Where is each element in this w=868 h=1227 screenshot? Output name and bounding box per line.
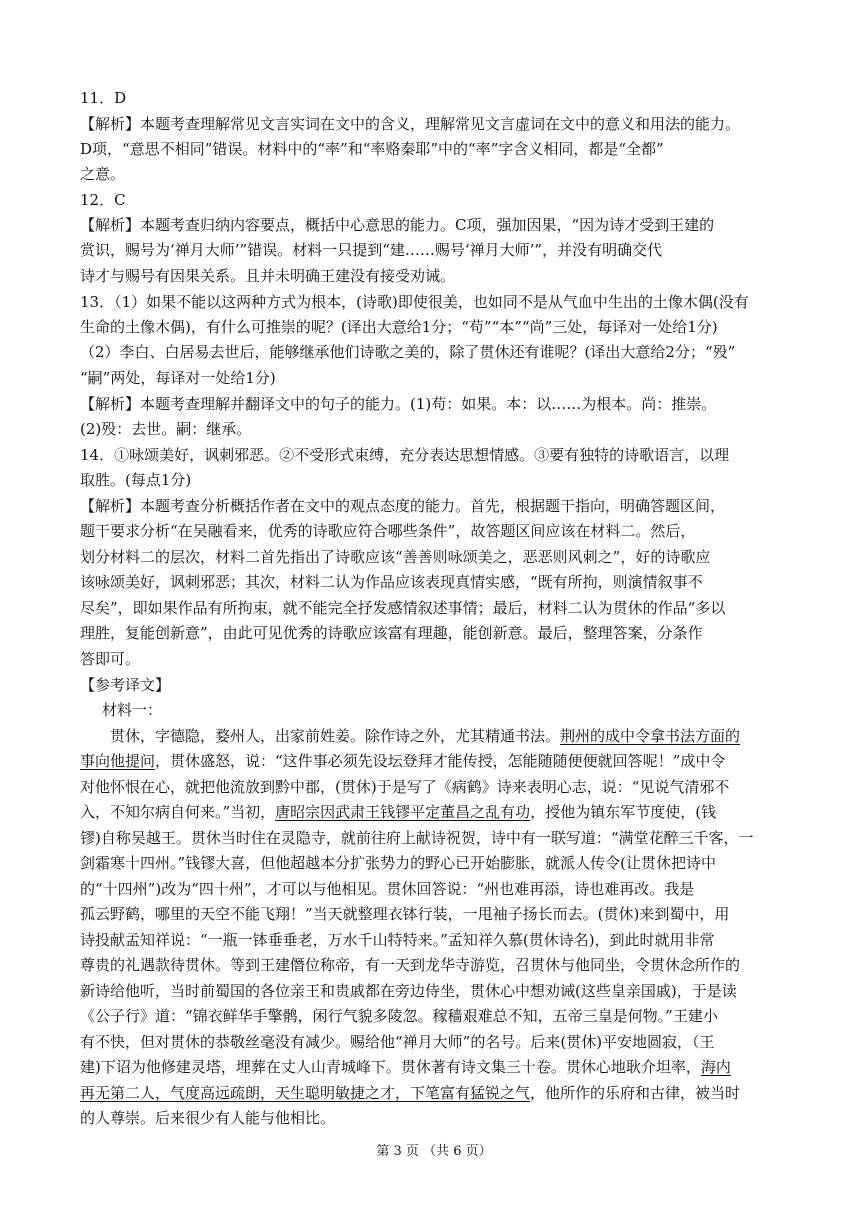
- translation-text: ，贯休盛怒，说：“这件事必须先设坛登拜才能传授，怎能随随便便就回答呢！”成中令: [155, 752, 726, 770]
- translation-line: 诗投献孟知祥说：“一瓶一钵垂垂老，万水千山特特来。”孟知祥久慕(贯休诗名)，到此时就用非常: [80, 931, 715, 949]
- q11-explain-line: D项，“意思不相同”错误。材料中的“率”和“率赂秦耶”中的“率”字含义相同，都是“全都”: [80, 140, 664, 158]
- q13-answer-line: 13．（1）如果不能以这两种方式为根本，(诗歌)即使很美，也如同不是从气血中生出的土像木偶(没有: [80, 293, 749, 311]
- translation-line: 对他怀恨在心，就把他流放到黔中郡，(贯休)于是写了《病鹤》诗来表明心志，说：“见说气清邪不: [80, 778, 730, 796]
- translation-line: 尊贵的礼遇款待贯休。等到王建僭位称帝，有一天到龙华寺游览，召贯休与他同坐，令贯休念所作的: [80, 956, 741, 974]
- translation-line: 剑霜寒十四州。”钱镠大喜，但他超越本分扩张势力的野心已开始膨胀，就派人传令(让贯休把诗中: [80, 854, 717, 872]
- q11-explain-line: 之意。: [80, 165, 126, 183]
- q13-answer-line: 生命的土像木偶)，有什么可推崇的呢？(译出大意给1分；“苟”“本”“尚”三处，每译对一处给1分): [80, 318, 718, 336]
- q14-explain-line: 【解析】本题考查分析概括作者在文中的观点态度的能力。首先，根据题干指向，明确答题区间，: [80, 497, 726, 515]
- translation-line: [80, 1057, 731, 1077]
- translation-text: ，授他为镇东军节度使，(钱: [530, 803, 717, 821]
- q12-explain-line: 赏识，赐号为‘禅月大师’”错误。材料一只提到“建……赐号‘禅月大师’”，并没有明确交代: [80, 241, 663, 259]
- translation-text: 入，不知尔病自何来。”当初，: [80, 803, 276, 821]
- q14-explain-line: 答即可。: [80, 650, 141, 668]
- q13-answer-line: “嗣”两处，每译对一处给1分): [80, 369, 276, 387]
- underlined-text: 事向他提问: [80, 752, 156, 770]
- translation-line: [80, 802, 716, 822]
- translation-line: 《公子行》道：“锦衣鲜华手擎鹘，闲行气貌多陵忽。稼穑艰难总不知，五帝三皇是何物。”王建小: [80, 1007, 718, 1025]
- material-label: 材料一：: [102, 701, 163, 719]
- translation-line: [80, 1083, 740, 1103]
- translation-line: [80, 751, 725, 771]
- translation-text: 建)下诏为他修建灵塔，埋葬在丈人山青城峰下。贯休著有诗文集三十卷。贯休心地耿介坦率，: [80, 1058, 701, 1076]
- underlined-text: 再无第二人，气度高远疏朗，天生聪明敏捷之才，下笔富有猛锐之气: [80, 1084, 531, 1102]
- q14-explain-line: 划分材料二的层次，材料二首先指出了诗歌应该“善善则咏颂美之，恶恶则风刺之”，好的诗歌应: [80, 548, 711, 566]
- q13-explain-line: 【解析】本题考查理解并翻译文中的句子的能力。(1)苟：如果。本：以……为根本。尚：推崇。: [80, 395, 717, 413]
- translation-line: 有不快，但对贯休的恭敬丝毫没有减少。赐给他“禅月大师”的名号。后来(贯休)平安地圆寂，（王: [80, 1033, 715, 1051]
- q12-answer: 12．C: [80, 191, 126, 209]
- translation-line: 镠)自称吴越王。贯休当时住在灵隐寺，就前往府上献诗祝贺，诗中有一联写道：“满堂花醉三千客，一: [80, 829, 754, 847]
- q14-explain-line: 该咏颂美好，讽刺邪恶；其次，材料二认为作品应该表现真情实感，“既有所拘，则演情叙事不: [80, 573, 703, 591]
- q14-answer-line: 14．①咏颂美好，讽刺邪恶。②不受形式束缚，充分表达思想情感。③要有独特的诗歌语言，以理: [80, 446, 730, 464]
- underlined-text: 荆州的成中令拿书法方面的: [560, 727, 741, 745]
- translation-text: ，他所作的乐府和古律，被当时: [530, 1084, 741, 1102]
- underlined-text: 海内: [700, 1058, 731, 1076]
- translation-line: [110, 726, 740, 746]
- q13-explain-line: (2)殁：去世。嗣：继承。: [80, 420, 252, 438]
- q14-explain-line: 尽矣”，即如果作品有所拘束，就不能完全抒发感情叙述事情；最后，材料二认为贯休的作品“多以: [80, 599, 726, 617]
- translation-line: 新诗给他听，当时前蜀国的各位亲王和贵戚都在旁边侍坐，贯休心中想劝诫(这些皇亲国戚)，于是读: [80, 982, 737, 1000]
- q11-explain-line: 【解析】本题考查理解常见文言实词在文中的含义，理解常见文言虚词在文中的意义和用法的能力。: [80, 115, 741, 133]
- underlined-text: 唐昭宗因武肃王钱镠平定董昌之乱有功: [275, 803, 531, 821]
- translation-line: 的人尊崇。后来很少有人能与他相比。: [80, 1109, 336, 1127]
- translation-line: 孤云野鹤，哪里的天空不能飞翔！”当天就整理衣钵行装，一甩袖子扬长而去。(贯休)来到蜀中，用: [80, 905, 730, 923]
- q14-explain-line: 题干要求分析“在吴融看来，优秀的诗歌应符合哪些条件”，故答题区间应该在材料二。然后，: [80, 522, 696, 540]
- page-footer: 第 3 页 （共 6 页）: [376, 1144, 492, 1159]
- q11-answer: 11．D: [80, 89, 127, 107]
- translation-text: 贯休，字德隐，婺州人，出家前姓姜。除作诗之外，尤其精通书法。: [110, 727, 561, 745]
- q13-answer-line: （2）李白、白居易去世后，能够继承他们诗歌之美的，除了贯休还有谁呢？(译出大意给2分；“殁”: [80, 343, 736, 361]
- translation-header: 【参考译文】: [80, 676, 171, 694]
- q12-explain-line: 【解析】本题考查归纳内容要点，概括中心意思的能力。C项，强加因果，“因为诗才受到王建的: [80, 216, 715, 234]
- q14-answer-line: 取胜。(每点1分): [80, 471, 192, 489]
- q12-explain-line: 诗才与赐号有因果关系。且并未明确王建没有接受劝诫。: [80, 267, 456, 285]
- translation-line: 的“十四州”)改为“四十州”，才可以与他相见。贯休回答说：“州也难再添，诗也难再改。我是: [80, 880, 695, 898]
- q14-explain-line: 理胜，复能创新意”，由此可见优秀的诗歌应该富有理趣，能创新意。最后，整理答案，分条作: [80, 624, 703, 642]
